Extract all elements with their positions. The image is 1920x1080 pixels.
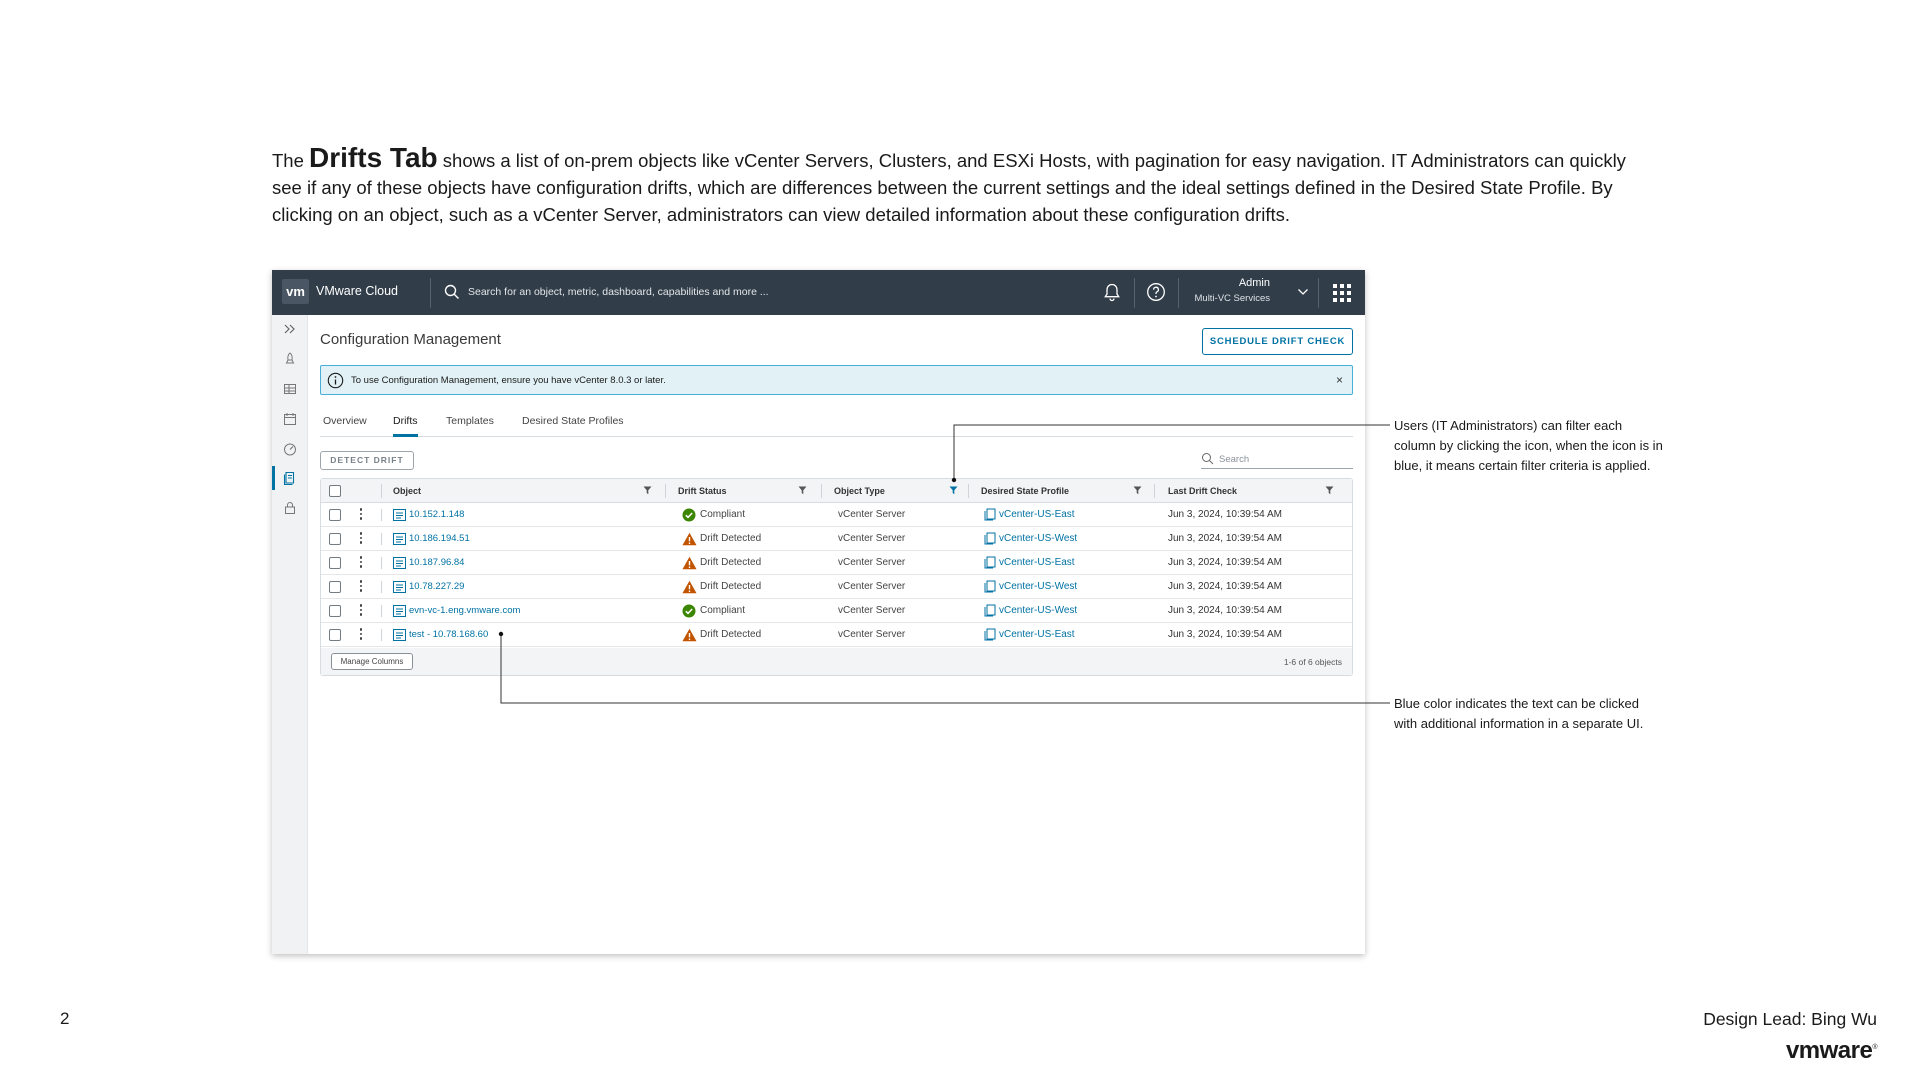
last-drift-check: Jun 3, 2024, 10:39:54 AM [1168, 533, 1282, 544]
expand-icon[interactable] [282, 321, 298, 337]
profile-icon [984, 532, 996, 545]
user-org: Multi-VC Services [1194, 293, 1270, 304]
bell-icon[interactable] [1102, 282, 1122, 302]
inventory-icon[interactable] [282, 381, 298, 397]
registered-mark: ® [1872, 1044, 1877, 1051]
security-icon[interactable] [282, 500, 298, 516]
design-lead: Design Lead: Bing Wu [1703, 1009, 1877, 1029]
vcenter-icon [393, 605, 406, 617]
manage-columns-button[interactable]: Manage Columns [331, 653, 413, 670]
alert-message: To use Configuration Management, ensure you have vCenter 8.0.3 or later. [351, 375, 666, 386]
warning-icon [682, 628, 697, 642]
column-divider [381, 557, 382, 569]
config-icon[interactable] [282, 470, 298, 486]
objects-datagrid [320, 478, 1353, 676]
row-actions-icon[interactable] [359, 556, 363, 570]
warning-icon [682, 580, 697, 594]
active-indicator [272, 466, 275, 490]
vmware-logo-text: vmware [1785, 1037, 1873, 1064]
column-divider [665, 484, 666, 498]
pagination-info: 1-6 of 6 objects [1283, 657, 1342, 667]
main-content [308, 315, 1365, 954]
row-actions-icon[interactable] [359, 628, 363, 642]
last-drift-check: Jun 3, 2024, 10:39:54 AM [1168, 509, 1282, 520]
object-link[interactable]: 10.152.1.148 [409, 509, 465, 520]
profile-icon [984, 604, 996, 617]
tab-desired-state-profiles[interactable]: Desired State Profiles [522, 415, 624, 427]
grid-footer [321, 648, 1352, 675]
object-type: vCenter Server [838, 629, 906, 640]
rocket-icon[interactable] [282, 351, 298, 367]
column-header-object-type[interactable]: Object Type [834, 486, 885, 496]
column-divider [381, 629, 382, 641]
last-drift-check: Jun 3, 2024, 10:39:54 AM [1168, 581, 1282, 592]
side-navigation [272, 315, 308, 954]
vcenter-icon [393, 509, 406, 521]
tab-overview[interactable]: Overview [323, 415, 367, 427]
profile-link[interactable]: vCenter-US-West [999, 581, 1078, 592]
row-actions-icon[interactable] [359, 580, 363, 594]
vmware-logo [1786, 1037, 1877, 1065]
intro-body: shows a list of on-prem objects like vCenter Servers, Clusters, and ESXi Hosts, with pagination for easy navigation. IT Administrators can quickly see if any of these objects have configuration drifts, which are differences between the current settings and the ideal settings defined in the Desired State Profile. By clicking on an object, such as a vCenter Server, administrators can view detailed information about these configuration drifts. [272, 150, 1626, 225]
close-icon[interactable]: × [1335, 373, 1343, 387]
compliant-icon [682, 604, 696, 618]
row-actions-icon[interactable] [359, 508, 363, 522]
divider [1134, 278, 1135, 308]
profile-link[interactable]: vCenter-US-East [999, 629, 1075, 640]
profile-icon [984, 580, 996, 593]
object-link[interactable]: 10.186.194.51 [409, 533, 470, 544]
column-header-object[interactable]: Object [393, 486, 422, 496]
filter-icon[interactable] [1133, 486, 1142, 495]
help-icon[interactable] [1146, 282, 1166, 302]
object-type: vCenter Server [838, 509, 906, 520]
column-divider [381, 605, 382, 617]
last-drift-check: Jun 3, 2024, 10:39:54 AM [1168, 629, 1282, 640]
last-drift-check: Jun 3, 2024, 10:39:54 AM [1168, 557, 1282, 568]
profile-link[interactable]: vCenter-US-East [999, 557, 1075, 568]
vcenter-icon [393, 581, 406, 593]
app-name[interactable]: VMware Cloud [316, 284, 398, 298]
filter-callout-text: Users (IT Administrators) can filter each column by clicking the icon, when the icon is in blue, it means certain filter criteria is applied. [1394, 418, 1663, 473]
grid-search-placeholder: Search [1219, 454, 1250, 465]
object-type: vCenter Server [838, 557, 906, 568]
page-title: Configuration Management [320, 331, 501, 348]
filter-icon[interactable] [798, 486, 807, 495]
object-link[interactable]: 10.187.96.84 [409, 557, 465, 568]
info-icon [327, 372, 344, 389]
column-divider [968, 484, 969, 498]
drift-status: Drift Detected [700, 581, 762, 592]
search-icon[interactable] [444, 284, 460, 300]
dashboard-icon[interactable] [282, 441, 298, 457]
filter-icon-active[interactable] [949, 486, 958, 495]
row-checkbox[interactable] [329, 605, 341, 617]
row-checkbox[interactable] [329, 581, 341, 593]
drift-status: Drift Detected [700, 533, 762, 544]
vcenter-icon [393, 533, 406, 545]
table-row[interactable] [321, 623, 1352, 647]
object-type: vCenter Server [838, 581, 906, 592]
object-link[interactable]: evn-vc-1.eng.vmware.com [409, 605, 521, 616]
warning-icon [682, 532, 697, 546]
row-checkbox[interactable] [329, 629, 341, 641]
search-icon [1201, 452, 1214, 465]
drift-status: Compliant [700, 605, 746, 616]
table-row[interactable] [321, 527, 1352, 551]
vcenter-icon [393, 557, 406, 569]
column-divider [381, 533, 382, 545]
filter-icon[interactable] [643, 486, 652, 495]
global-search-input[interactable]: Search for an object, metric, dashboard, capabilities and more ... [468, 286, 769, 298]
intro-pre: The [272, 150, 310, 171]
detect-drift-button[interactable]: DETECT DRIFT [320, 451, 414, 470]
object-type: vCenter Server [838, 605, 906, 616]
column-divider [821, 484, 822, 498]
drift-status: Compliant [700, 509, 746, 520]
table-row[interactable] [321, 551, 1352, 575]
intro-paragraph [272, 144, 1642, 228]
table-row[interactable] [321, 575, 1352, 599]
grid-header [321, 479, 1352, 503]
column-header-drift-status[interactable]: Drift Status [678, 486, 727, 496]
page-number: 2 [60, 1009, 70, 1028]
vcenter-icon [393, 629, 406, 641]
row-actions-icon[interactable] [359, 604, 363, 618]
apps-grid-icon[interactable] [1332, 283, 1352, 303]
profile-icon [984, 508, 996, 521]
warning-icon [682, 556, 697, 570]
schedule-drift-check-button[interactable]: SCHEDULE DRIFT CHECK [1202, 328, 1353, 355]
link-callout-text: Blue color indicates the text can be clicked with additional information in a separate UI. [1394, 696, 1644, 731]
row-actions-icon[interactable] [359, 532, 363, 546]
table-row[interactable] [321, 503, 1352, 527]
divider [430, 278, 431, 308]
divider [1318, 278, 1319, 308]
user-name: Admin [1238, 277, 1270, 289]
top-navigation-bar [272, 270, 1365, 315]
object-link[interactable]: 10.78.227.29 [409, 581, 465, 592]
user-menu[interactable] [1192, 277, 1270, 304]
table-row[interactable] [321, 599, 1352, 623]
profile-link[interactable]: vCenter-US-West [999, 533, 1078, 544]
column-divider [381, 509, 382, 521]
compliant-icon [682, 508, 696, 522]
column-divider [381, 581, 382, 593]
vm-logo[interactable]: vm [282, 279, 309, 304]
column-header-last-drift-check[interactable]: Last Drift Check [1168, 486, 1238, 496]
intro-highlight: Drifts Tab [309, 142, 438, 173]
tab-bar [320, 415, 1353, 437]
column-divider [1154, 484, 1155, 498]
app-screenshot [272, 270, 1365, 954]
tab-drifts[interactable]: Drifts [393, 415, 418, 437]
calendar-icon[interactable] [282, 411, 298, 427]
filter-icon[interactable] [1325, 486, 1334, 495]
tab-templates[interactable]: Templates [446, 415, 494, 427]
column-divider [381, 484, 382, 498]
drift-status: Drift Detected [700, 557, 762, 568]
last-drift-check: Jun 3, 2024, 10:39:54 AM [1168, 605, 1282, 616]
divider [1178, 278, 1179, 308]
profile-link[interactable]: vCenter-US-West [999, 605, 1078, 616]
chevron-down-icon[interactable] [1297, 287, 1309, 297]
info-alert [320, 365, 1353, 395]
row-checkbox[interactable] [329, 557, 341, 569]
row-checkbox[interactable] [329, 509, 341, 521]
row-checkbox[interactable] [329, 533, 341, 545]
object-type: vCenter Server [838, 533, 906, 544]
profile-icon [984, 556, 996, 569]
grid-search-input[interactable] [1201, 449, 1353, 469]
profile-link[interactable]: vCenter-US-East [999, 509, 1075, 520]
object-link[interactable]: test - 10.78.168.60 [409, 629, 489, 640]
select-all-checkbox[interactable] [329, 485, 341, 497]
drift-status: Drift Detected [700, 629, 762, 640]
profile-icon [984, 628, 996, 641]
column-header-desired-state-profile[interactable]: Desired State Profile [981, 486, 1070, 496]
